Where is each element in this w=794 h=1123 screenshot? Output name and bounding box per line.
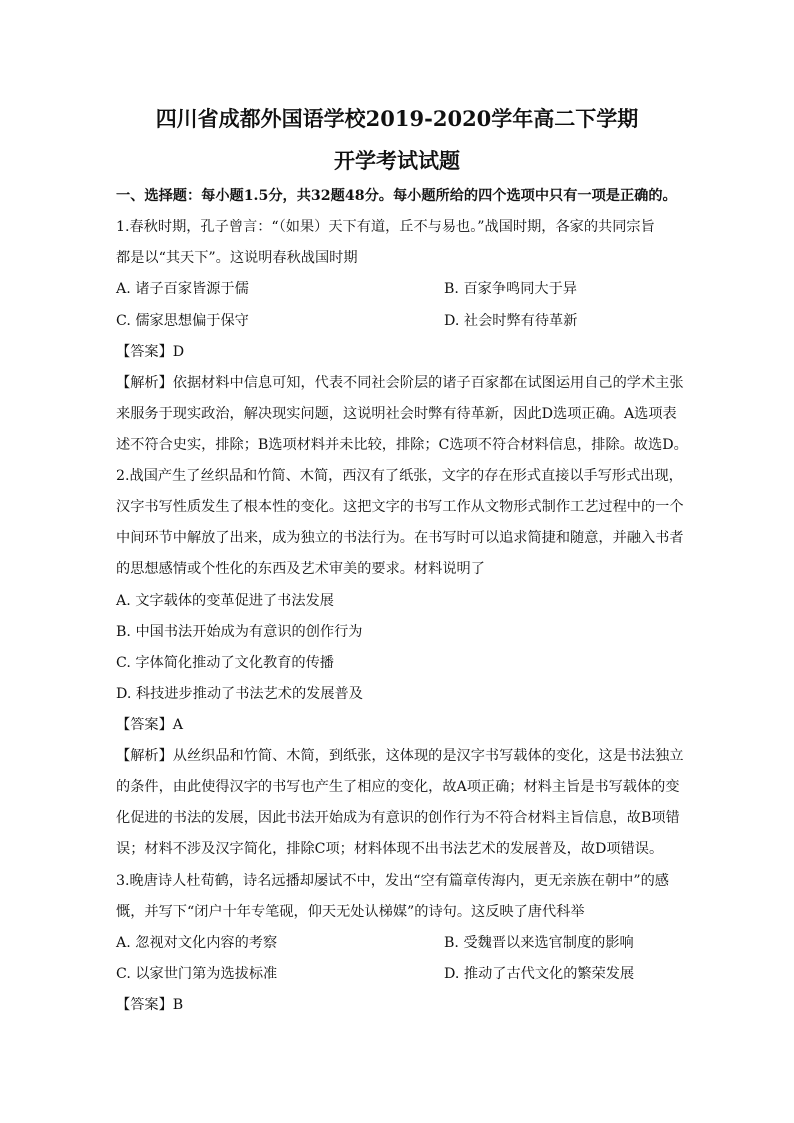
- q1-analysis-line: 来服务于现实政治，解决现实问题，这说明社会时弊有待革新，因此D选项正确。A选项表: [116, 406, 677, 422]
- q2-option-c: C. 字体简化推动了文化教育的传播: [116, 655, 334, 671]
- q3-stem-line: 3.晚唐诗人杜荀鹤，诗名远播却屡试不中，发出“空有篇章传海内，更无亲族在朝中”的感: [116, 873, 669, 889]
- q1-option-c: C. 儒家思想偏于保守: [116, 313, 249, 329]
- q1-analysis-line: 述不符合史实，排除；B选项材料并未比较，排除；C选项不符合材料信息，排除。故选D。: [116, 437, 688, 453]
- q3-option-d: D. 推动了古代文化的繁荣发展: [444, 966, 635, 982]
- q2-option-d: D. 科技进步推动了书法艺术的发展普及: [116, 686, 363, 702]
- q2-stem-line: 汉字书写性质发生了根本性的变化。这把文字的书写工作从文物形式制作工艺过程中的一个: [116, 499, 684, 515]
- q1-answer: 【答案】D: [116, 344, 185, 360]
- q3-option-b: B. 受魏晋以来选官制度的影响: [444, 935, 634, 951]
- exam-title-line-2: 开学考试试题: [334, 148, 460, 173]
- q1-analysis-line: 【解析】依据材料中信息可知，代表不同社会阶层的诸子百家都在试图运用自己的学术主张: [116, 375, 684, 391]
- q1-option-b: B. 百家争鸣同大于异: [444, 281, 577, 297]
- q1-option-a: A. 诸子百家皆源于儒: [116, 281, 249, 297]
- q2-answer: 【答案】A: [116, 717, 183, 733]
- q2-analysis-line: 误；材料不涉及汉字简化，排除C项；材料体现不出书法艺术的发展普及，故D项错误。: [116, 841, 664, 857]
- q1-stem-line: 1.春秋时期，孔子曾言：“（如果）天下有道，丘不与易也。”战国时期，各家的共同宗旨: [116, 219, 655, 235]
- section-heading: 一、选择题：每小题1.5分，共32题48分。每小题所给的四个选项中只有一项是正确的。: [116, 188, 677, 204]
- q2-analysis-line: 【解析】从丝织品和竹简、木简，到纸张，这体现的是汉字书写载体的变化，这是书法独立: [116, 748, 684, 764]
- q2-option-b: B. 中国书法开始成为有意识的创作行为: [116, 624, 363, 640]
- exam-title-line-1: 四川省成都外国语学校2019-2020学年高二下学期: [155, 106, 639, 131]
- q3-option-c: C. 以家世门第为选拔标准: [116, 966, 278, 982]
- q2-stem-line: 2.战国产生了丝织品和竹简、木简，西汉有了纸张，文字的存在形式直接以手写形式出现，: [116, 468, 683, 484]
- q3-option-a: A. 忽视对文化内容的考察: [116, 935, 278, 951]
- q3-answer: 【答案】B: [116, 997, 184, 1013]
- q1-stem-line: 都是以“其天下”。这说明春秋战国时期: [116, 250, 358, 266]
- q2-analysis-line: 的条件，由此使得汉字的书写也产生了相应的变化，故A项正确；材料主旨是书写载体的变: [116, 779, 680, 795]
- q3-stem-line: 慨，并写下“闭户十年专笔砚，仰天无处认梯媒”的诗句。这反映了唐代科举: [116, 904, 585, 920]
- q2-stem-line: 的思想感情或个性化的东西及艺术审美的要求。材料说明了: [116, 561, 485, 577]
- q1-option-d: D. 社会时弊有待革新: [444, 313, 578, 329]
- q2-analysis-line: 化促进的书法的发展，因此书法开始成为有意识的创作行为不符合材料主旨信息，故B项错: [116, 810, 680, 826]
- q2-stem-line: 中间环节中解放了出来，成为独立的书法行为。在书写时可以追求简捷和随意，并融入书者: [116, 530, 684, 546]
- q2-option-a: A. 文字载体的变革促进了书法发展: [116, 593, 334, 609]
